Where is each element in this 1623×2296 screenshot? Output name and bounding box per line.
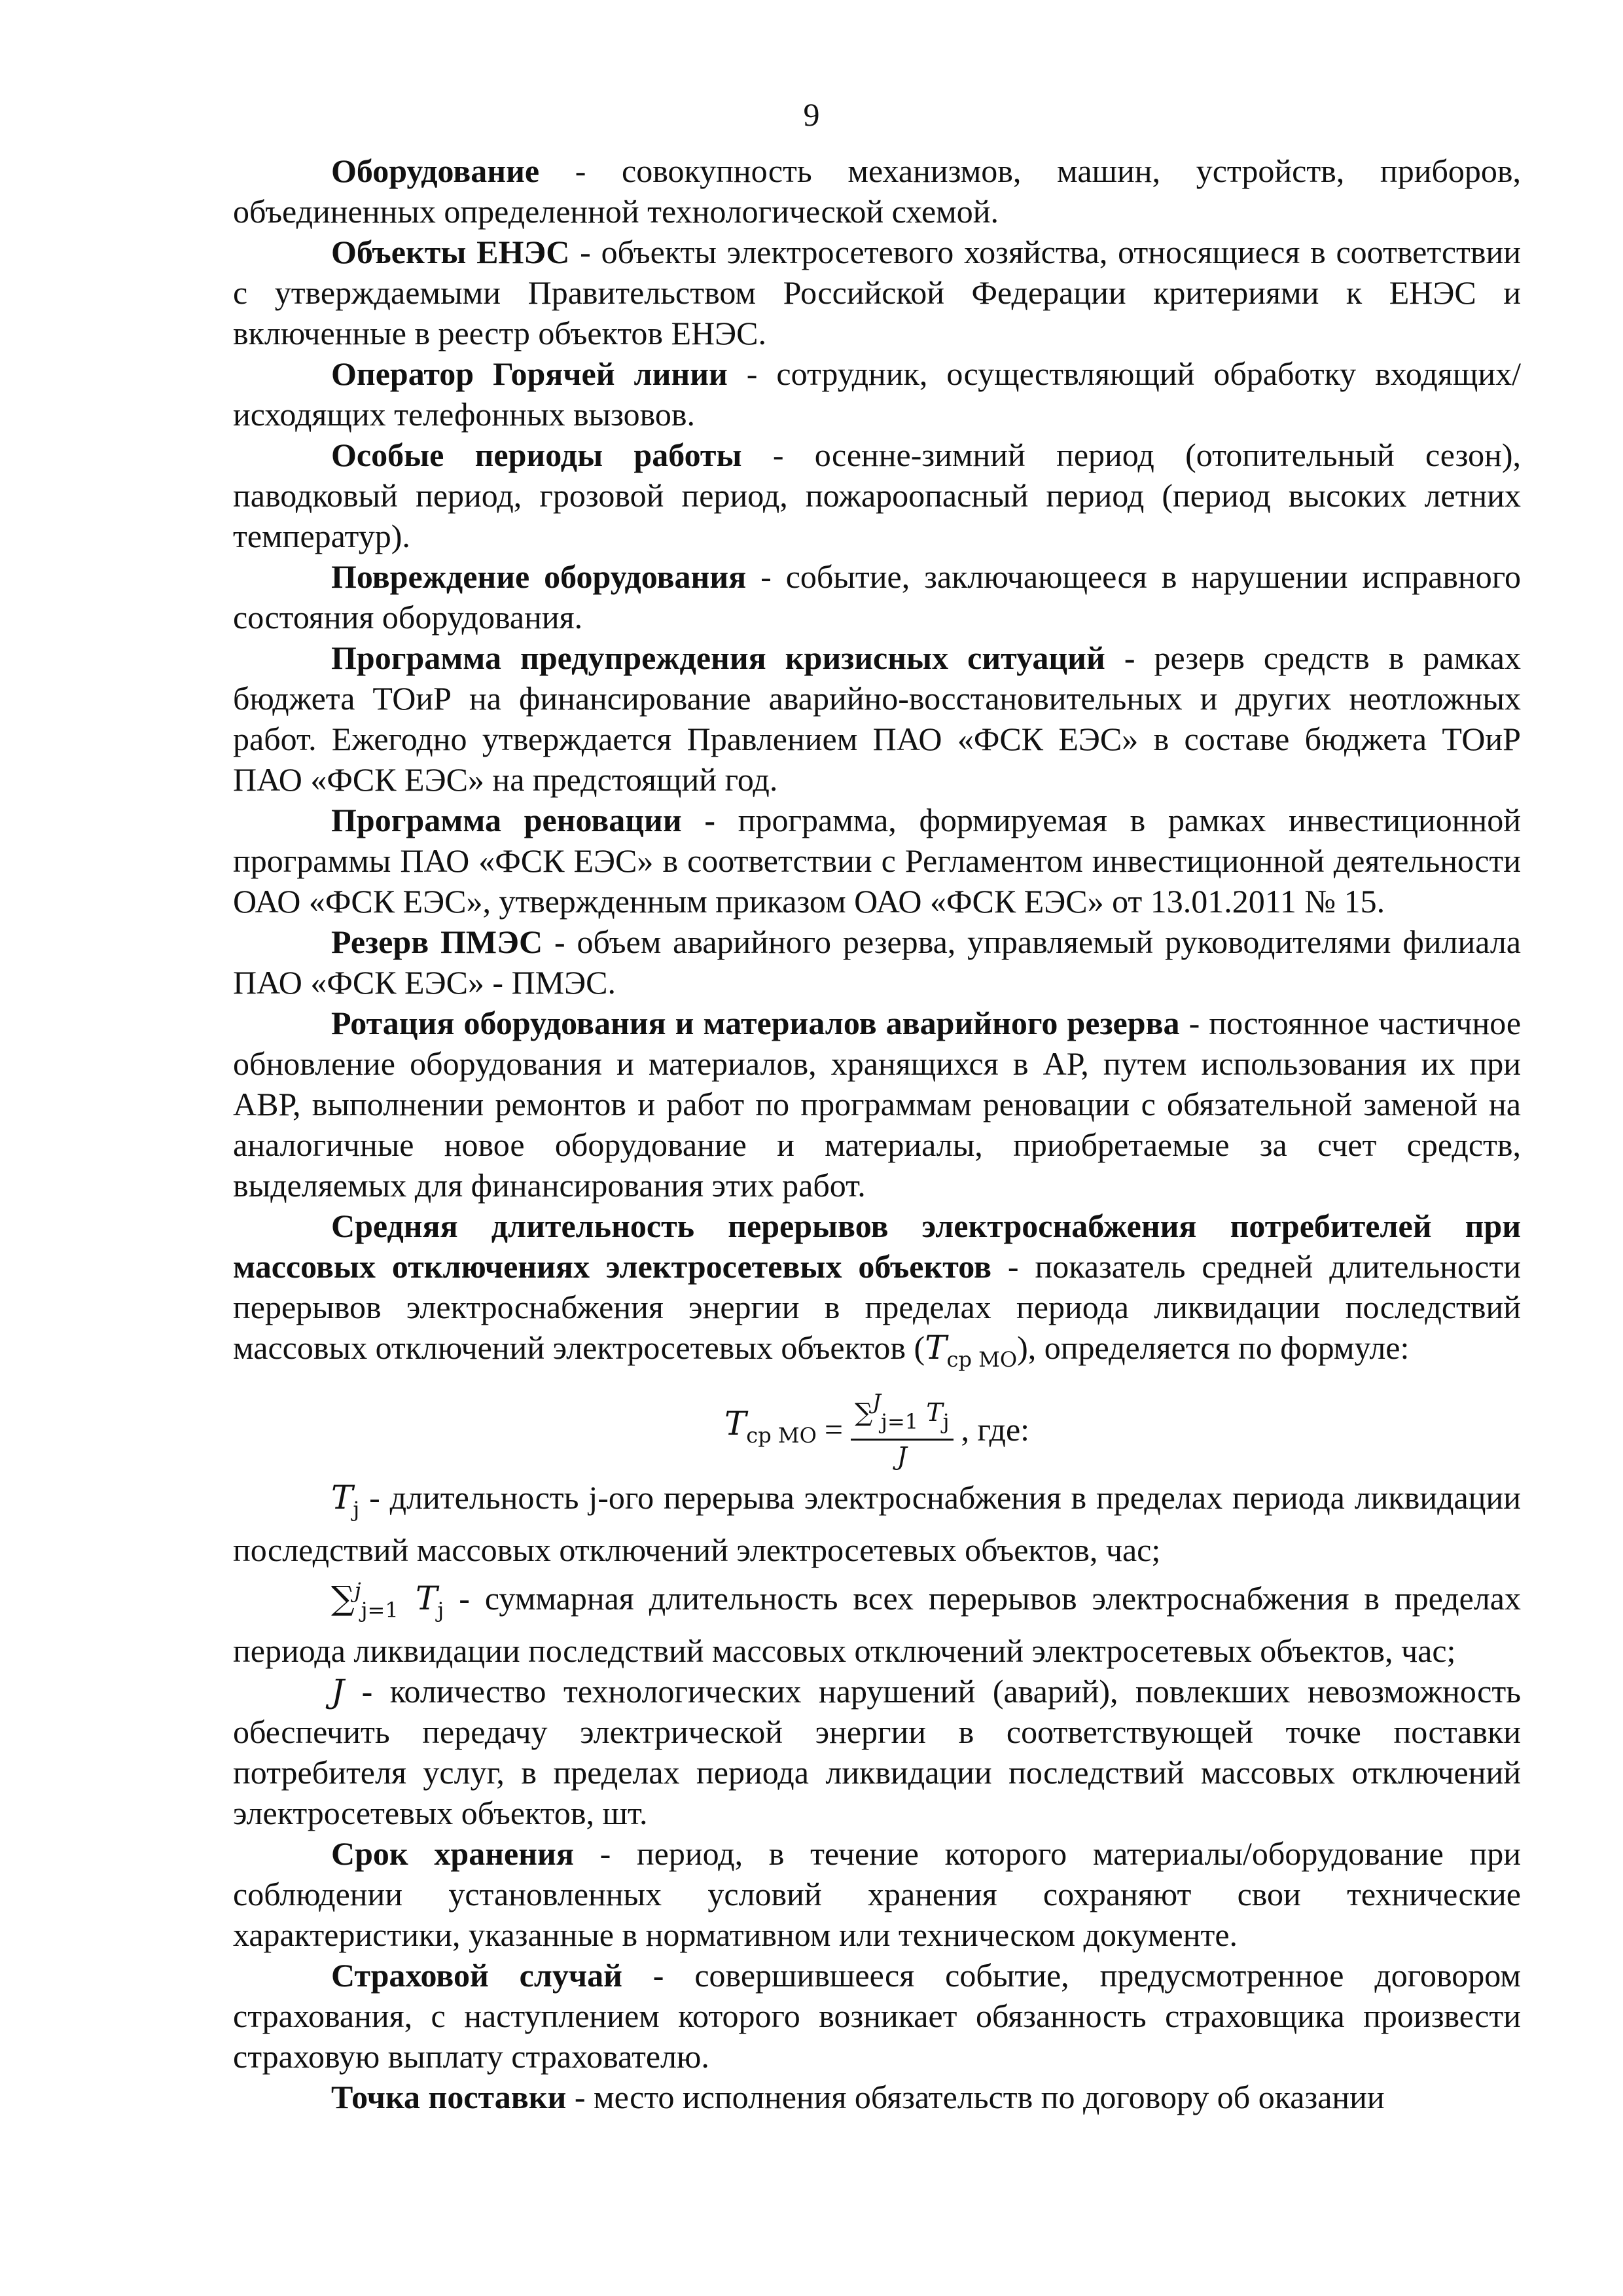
definition-term: Повреждение оборудования [331, 558, 747, 595]
definition-term: Программа предупреждения кризисных ситуаций - [331, 639, 1135, 676]
definition-text: - совершившееся событие, предусмотренное договором страхования, с наступлением которого возникает обязанность страховщика произвести страховую выплату страхователю. [233, 1957, 1521, 2075]
definition-text: - постоянное частичное обновление оборудования и материалов, хранящихся в АР, путем использования их при АВР, выполнении ремонтов и работ по программам реновации с обязательной заменой на аналогичные новое оборудование и материалы, приобретаемые за счет средств, выделяемых для финансирования этих работ. [233, 1005, 1522, 1204]
definition-text: объем аварийного резерва, управляемый руководителями филиала ПАО «ФСК ЕЭС» - ПМЭС. [233, 924, 1521, 1001]
definition-text: - совокупность механизмов, машин, устройств, приборов, объединенных определенной технологической схемой. [233, 152, 1521, 230]
formula-fraction [851, 1388, 953, 1471]
definition-term: Программа реновации - [331, 802, 716, 838]
definition-term: Ротация оборудования и материалов аварийного резерва [331, 1005, 1180, 1041]
definition-term: Страховой случай [331, 1957, 622, 1994]
formula [233, 1388, 1521, 1471]
definition-term: Особые периоды работы [331, 437, 742, 473]
formula-tail: , где: [961, 1410, 1030, 1448]
definition-paragraph [233, 922, 1521, 1003]
definition-text: - осенне-зимний период (отопительный сезон), паводковый период, грозовой период, пожароопасный период (период высоких летних температур). [233, 437, 1521, 554]
definition-text: программа, формируемая в рамках инвестиционной программы ПАО «ФСК ЕЭС» в соответствии с Регламентом инвестиционной деятельности ОАО «ФСК ЕЭС», утвержденным приказом ОАО «ФСК ЕЭС» от 13.01.2011 № 15. [233, 802, 1521, 920]
definition-paragraph [233, 1003, 1521, 1206]
variable-text: - количество технологических нарушений (аварий), повлекших невозможность обеспечить передачу электрической энергии в соответствующей точке поставки потребителя услуг, в пределах периода ликвидации последствий массовых отключений электросетевых объектов, шт. [233, 1673, 1521, 1831]
definition-paragraph [233, 2077, 1521, 2117]
page-content [233, 151, 1521, 2117]
definition-paragraph [233, 353, 1521, 435]
definition-text: - сотрудник, осуществляющий обработку входящих/исходящих телефонных вызовов. [233, 355, 1521, 433]
page-number: 9 [803, 96, 820, 133]
definition-text: резерв средств в рамках бюджета ТОиР на финансирование аварийно-восстановительных и других неотложных работ. Ежегодно утверждается Правлением ПАО «ФСК ЕЭС» в составе бюджета ТОиР ПАО «ФСК ЕЭС» на предстоящий год. [233, 639, 1521, 798]
formula-equals: = [824, 1410, 844, 1448]
definition-paragraph [233, 232, 1521, 353]
variable-text: - длительность j-ого перерыва электроснабжения в пределах периода ликвидации последствий массовых отключений электросетевых объектов, час; [233, 1479, 1521, 1568]
definition-paragraph [233, 556, 1521, 637]
definition-paragraph-avg-duration [233, 1206, 1521, 1380]
definition-text: - событие, заключающееся в нарушении исправного состояния оборудования. [233, 558, 1521, 636]
variable-definition [233, 1570, 1521, 1671]
variable-text: - суммарная длительность всех перерывов электроснабжения в пределах периода ликвидации последствий массовых отключений электросетевых объектов, час; [233, 1580, 1521, 1669]
definition-text: - показатель средней длительности перерывов электроснабжения энергии в пределах периода ликвидации последствий массовых отключений электросетевых объектов ( [233, 1248, 1521, 1366]
variable-symbol: $T_j$ [331, 1479, 360, 1522]
definition-text: - объекты электросетевого хозяйства, относящиеся в соответствии с утверждаемыми Правительством Российской Федерации критериями к ЕНЭС и включенные в реестр объектов ЕНЭС. [233, 234, 1521, 351]
definition-paragraph [233, 435, 1521, 556]
definition-text: - место исполнения обязательств по договору об оказании [566, 2079, 1385, 2115]
definition-term: Срок хранения [331, 1835, 574, 1872]
variable-definition [233, 1671, 1521, 1833]
definition-paragraph [233, 637, 1521, 800]
variable-symbol: ∑$^j_{j=1}$ $T_j$ [331, 1578, 444, 1623]
formula-lhs: $T_{ср МО}$ [724, 1404, 817, 1448]
definition-paragraph [233, 1833, 1521, 1955]
definition-term: Объекты ЕНЭС [331, 234, 570, 270]
definition-term: Резерв ПМЭС - [331, 924, 565, 960]
formula-numerator: ∑$^J_{j=1}$ $T_j$ [851, 1388, 953, 1441]
definition-term: Оператор Горячей линии [331, 355, 728, 392]
definition-text: - период, в течение которого материалы/оборудование при соблюдении установленных условий хранения сохраняют свои технические характеристики, указанные в нормативном или техническом документе. [233, 1835, 1521, 1953]
definition-paragraph [233, 800, 1521, 922]
variable-symbol: J [331, 1672, 345, 1710]
definition-term: Точка поставки [331, 2079, 567, 2115]
definition-paragraph [233, 151, 1521, 232]
symbol-t-cp-mo: $T_{ср МО}$ [925, 1329, 1018, 1372]
definition-term: Оборудование [331, 152, 540, 189]
definition-term: Средняя длительность перерывов электроснабжения потребителей при массовых отключениях электросетевых объектов [233, 1208, 1521, 1285]
variable-definition [233, 1477, 1521, 1570]
definition-text-after: ), определяется по формуле: [1017, 1329, 1410, 1366]
definition-paragraph [233, 1955, 1521, 2077]
formula-denominator: J [897, 1442, 907, 1471]
